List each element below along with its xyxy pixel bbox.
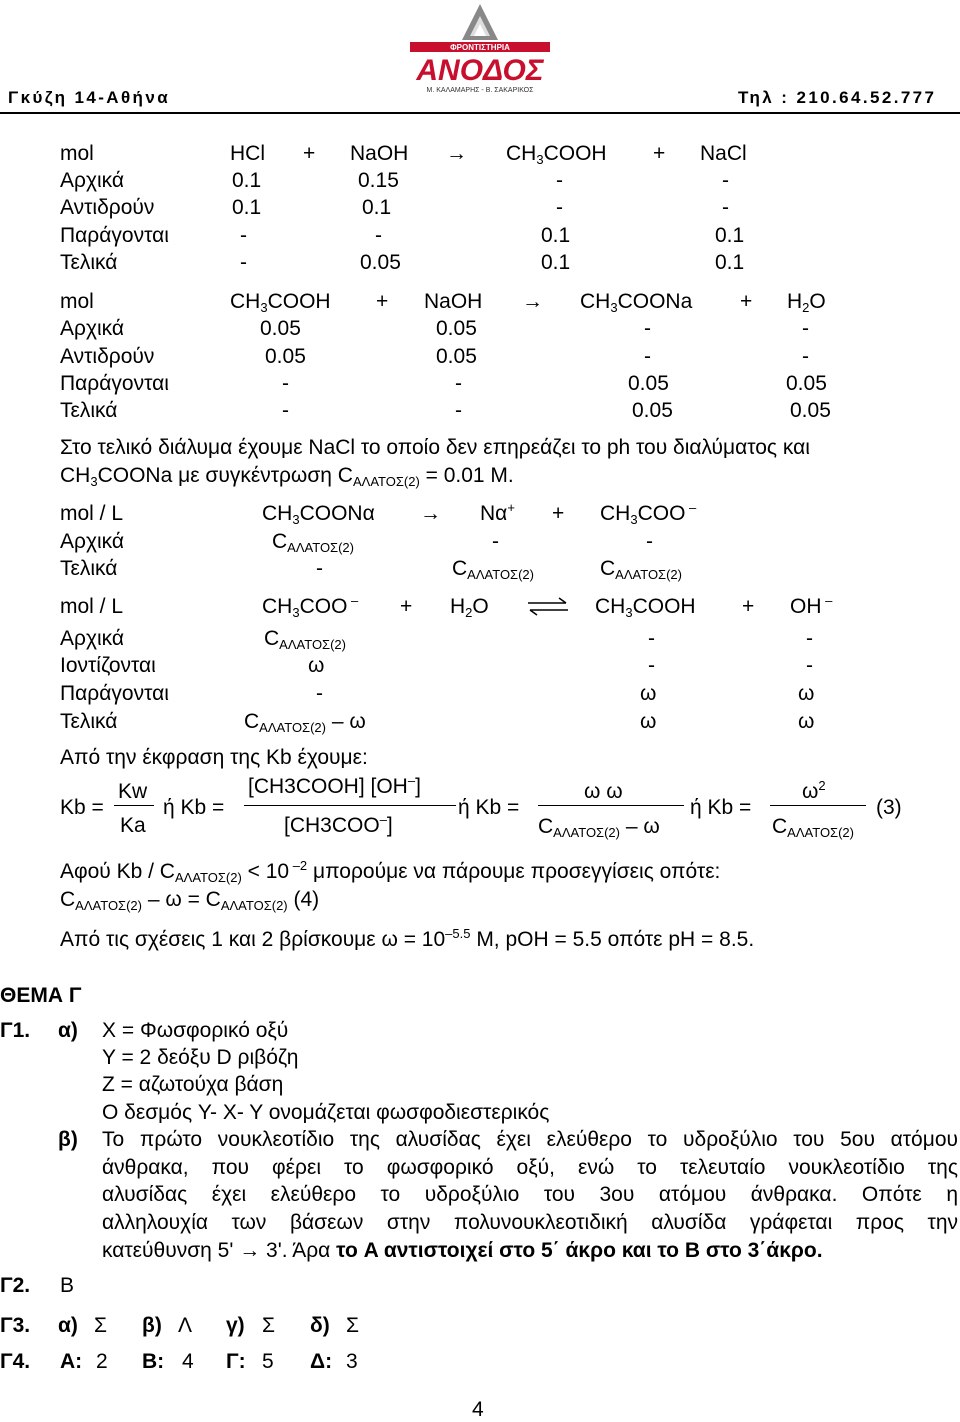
t3-cell: -	[646, 530, 653, 553]
t1-row-label: Αντιδρούν	[60, 196, 155, 219]
t2-cell: 0.05	[436, 345, 477, 368]
t3-plus: +	[552, 502, 565, 525]
t1-cell: 0.1	[541, 251, 571, 274]
t3-row-label: Τελικά	[60, 557, 118, 580]
t1-cell: 0.05	[360, 251, 401, 274]
t1-arrow: →	[446, 142, 467, 165]
g1-b-label: β)	[58, 1128, 78, 1151]
t1-hcl: HCl	[230, 142, 265, 165]
eq-number: (3)	[876, 796, 902, 819]
g1-b-line: Το πρώτο νουκλεοτίδιο της αλυσίδας έχει ελεύθερο το υδροξύλιο του 5ου ατόμου	[102, 1128, 958, 1151]
t2-row-label: Τελικά	[60, 399, 118, 422]
para-line2: $CH_3COONa$ με συγκέντρωση $C_{A\Lambda ATO\Sigma(2)} = 0.01$ M.	[60, 464, 514, 489]
g4-number: Γ4.	[0, 1350, 31, 1373]
t3-cell: $C_{A\Lambda ATO\Sigma(2)}$	[272, 530, 354, 555]
g3-val: Σ	[262, 1314, 275, 1337]
t3-cell: -	[492, 530, 499, 553]
t2-plus1: +	[376, 290, 389, 313]
g1-b-line: αλυσίδας έχει ελεύθερο το υδροξύλιο του 3ου ατόμου άνθρακα. Οπότε η	[102, 1183, 958, 1206]
g2-answer: B	[60, 1274, 75, 1297]
t4-row-label: Αρχικά	[60, 627, 125, 650]
t2-cell: 0.05	[790, 399, 831, 422]
g1-b-last: κατεύθυνση 5' → 3'. Άρα το A αντιστοιχεί στο 5΄ άκρο και το B στο 3΄άκρο.	[102, 1239, 823, 1262]
g3-key: γ)	[226, 1314, 245, 1337]
t1-cell: 0.1	[715, 224, 745, 247]
t2-cell: -	[644, 317, 651, 340]
t1-row-label: Αρχικά	[60, 169, 125, 192]
t4-h2o: $H_2O$	[450, 595, 489, 620]
t2-cell: 0.05	[632, 399, 673, 422]
t2-cell: -	[282, 372, 289, 395]
t4-cell: -	[316, 682, 323, 705]
t4-cell: $C_{A\Lambda ATO\Sigma(2)}$ – ω	[244, 710, 366, 735]
t4-cell: ω	[798, 682, 815, 705]
g4-key: Γ:	[226, 1350, 246, 1373]
t4-cell: $C_{A\Lambda ATO\Sigma(2)}$	[264, 627, 346, 652]
theme-title: ΘΕΜΑ Γ	[0, 984, 82, 1007]
t2-cell: -	[802, 317, 809, 340]
g1-number: Γ1.	[0, 1019, 31, 1042]
t4-mol: mol / L	[60, 595, 124, 618]
t3-arrow: →	[420, 502, 441, 525]
g4-val: 5	[262, 1350, 274, 1373]
t1-cell: 0.1	[715, 251, 745, 274]
t1-cell: -	[240, 251, 247, 274]
t4-plus2: +	[742, 595, 755, 618]
logo-line1: ΦΡΟΝΤΙΣΤΗΡΙΑ	[450, 43, 510, 52]
g3-key: β)	[142, 1314, 162, 1337]
t1-cell: 0.1	[541, 224, 571, 247]
g4-key: B:	[142, 1350, 165, 1373]
approx-eq: $C_{A\Lambda ATO\Sigma(2)} - \omega = C_{A\Lambda ATO\Sigma(2)}$ (4)	[60, 888, 320, 913]
g3-key: δ)	[310, 1314, 330, 1337]
t2-cell: -	[455, 372, 462, 395]
t3-ch3cooна: $CH_3COON\alpha$	[262, 502, 375, 527]
t2-ch3coona: $CH_3COONa$	[580, 290, 693, 315]
t1-ch3cooh: $CH_3COOH$	[506, 142, 607, 167]
g1-b-line: αλληλουχία των βάσεων στην πολυνουκλεοτιδική αλυσίδα γράφεται προς την	[102, 1211, 958, 1234]
t1-cell: 0.15	[358, 169, 399, 192]
g1-a-line: Z = αζωτούχα βάση	[102, 1073, 284, 1096]
t4-cell: -	[648, 627, 655, 650]
t4-ch3coo: $CH_3COO$ –	[262, 593, 359, 620]
t4-cell: ω	[798, 710, 815, 733]
t1-cell: -	[722, 169, 729, 192]
t4-ch3cooh: $CH_3COOH$	[595, 595, 696, 620]
g4-key: A:	[60, 1350, 83, 1373]
t1-cell: -	[722, 196, 729, 219]
t1-cell: -	[375, 224, 382, 247]
g3-number: Γ3.	[0, 1314, 31, 1337]
logo-main: ΑΝΟΔΟΣ	[416, 54, 544, 87]
t1-row-label: Τελικά	[60, 251, 118, 274]
equilibrium-arrow-icon	[526, 596, 570, 618]
t3-row-label: Αρχικά	[60, 530, 125, 553]
t2-ch3cooh: $CH_3COOH$	[230, 290, 331, 315]
t2-naoh: NaOH	[424, 290, 483, 313]
g4-val: 3	[346, 1350, 358, 1373]
t2-row-label: Αρχικά	[60, 317, 125, 340]
page-number: 4	[472, 1398, 484, 1421]
t1-plus1: +	[303, 142, 316, 165]
approx-line: Αφού $Kb / C_{A\Lambda ATO\Sigma(2)} < 10$ $^{-2}$ μπορούμε να πάρουμε προσεγγίσεις οπότε:	[60, 858, 721, 885]
t1-row-label: Παράγονται	[60, 224, 169, 247]
t1-naoh: NaOH	[350, 142, 409, 165]
t1-nacl: NaCl	[700, 142, 747, 165]
t1-cell: 0.1	[362, 196, 392, 219]
anodos-logo	[404, 0, 556, 96]
para-line1: Στο τελικό διάλυμα έχουμε NaCl το οποίο δεν επηρεάζει το ph του διαλύματος και	[60, 436, 810, 459]
t4-row-label: Τελικά	[60, 710, 118, 733]
g1-a-line: Y = 2 δεόξυ D ριβόζη	[102, 1046, 299, 1069]
t2-cell: 0.05	[260, 317, 301, 340]
t1-cell: -	[556, 169, 563, 192]
t1-cell: -	[240, 224, 247, 247]
g1-b-line: άνθρακα, που φέρει το φωσφορικό οξύ, ενώ το τελευταίο νουκλεοτίδιο της	[102, 1156, 958, 1179]
t3-cell: $C_{A\Lambda ATO\Sigma(2)}$	[452, 557, 534, 582]
t2-cell: -	[455, 399, 462, 422]
t4-oh: OH –	[790, 593, 833, 618]
t4-cell: -	[806, 654, 813, 677]
result-line: Από τις σχέσεις 1 και 2 βρίσκουμε $\omega = 10^{-5.5}$ M, pOH = 5.5 οπότε pH = 8.5.	[60, 926, 755, 951]
g1-a-label: α)	[58, 1019, 78, 1042]
t4-cell: -	[806, 627, 813, 650]
t4-cell: ω	[640, 710, 657, 733]
t3-ch3coo: $CH_3COO$ –	[600, 500, 697, 527]
t2-cell: 0.05	[436, 317, 477, 340]
g1-a-line: Ο δεσμός Y- X- Y ονομάζεται φωσφοδιεστερικός	[102, 1101, 550, 1124]
g2-number: Γ2.	[0, 1274, 31, 1297]
t2-cell: -	[282, 399, 289, 422]
t2-h2o: $H_2O$	[787, 290, 826, 315]
t2-row-label: Αντιδρούν	[60, 345, 155, 368]
t4-cell: ω	[640, 682, 657, 705]
t1-cell: 0.1	[232, 169, 262, 192]
g4-key: Δ:	[310, 1350, 333, 1373]
t3-mol: mol / L	[60, 502, 124, 525]
header-address: Γκύζη 14-Αθήνα	[8, 88, 171, 107]
t1-mol: mol	[60, 142, 94, 165]
t2-plus2: +	[740, 290, 753, 313]
t2-cell: 0.05	[265, 345, 306, 368]
g3-val: Σ	[94, 1314, 107, 1337]
t4-cell: ω	[308, 654, 325, 677]
g3-key: α)	[58, 1314, 78, 1337]
t2-cell: 0.05	[786, 372, 827, 395]
t4-cell: -	[648, 654, 655, 677]
t2-cell: -	[644, 345, 651, 368]
arrow-right-icon: →	[239, 1239, 261, 1262]
t1-plus2: +	[653, 142, 666, 165]
t3-cell: $C_{A\Lambda ATO\Sigma(2)}$	[600, 557, 682, 582]
g4-val: 2	[96, 1350, 108, 1373]
t4-plus1: +	[400, 595, 413, 618]
t3-cell: -	[316, 557, 323, 580]
t2-cell: -	[802, 345, 809, 368]
t1-cell: 0.1	[232, 196, 262, 219]
header-phone: Τηλ : 210.64.52.777	[738, 88, 937, 107]
g4-val: 4	[182, 1350, 194, 1373]
g1-a-line: X = Φωσφορικό οξύ	[102, 1019, 289, 1042]
g3-val: Σ	[346, 1314, 359, 1337]
t4-row-label: Ιοντίζονται	[60, 654, 156, 677]
t3-na: Nα+	[480, 500, 515, 525]
t2-arrow: →	[522, 290, 543, 313]
logo-line2: Μ. ΚΑΛΑΜΑΡΗΣ - Β. ΣΑΚΑΡΙΚΟΣ	[426, 87, 534, 94]
t1-cell: -	[556, 196, 563, 219]
header-divider	[0, 112, 960, 114]
kb-intro: Από την έκφραση της Kb έχουμε:	[60, 746, 368, 769]
g3-val: Λ	[178, 1314, 193, 1337]
t2-mol: mol	[60, 290, 94, 313]
t2-row-label: Παράγονται	[60, 372, 169, 395]
t2-cell: 0.05	[628, 372, 669, 395]
t4-row-label: Παράγονται	[60, 682, 169, 705]
